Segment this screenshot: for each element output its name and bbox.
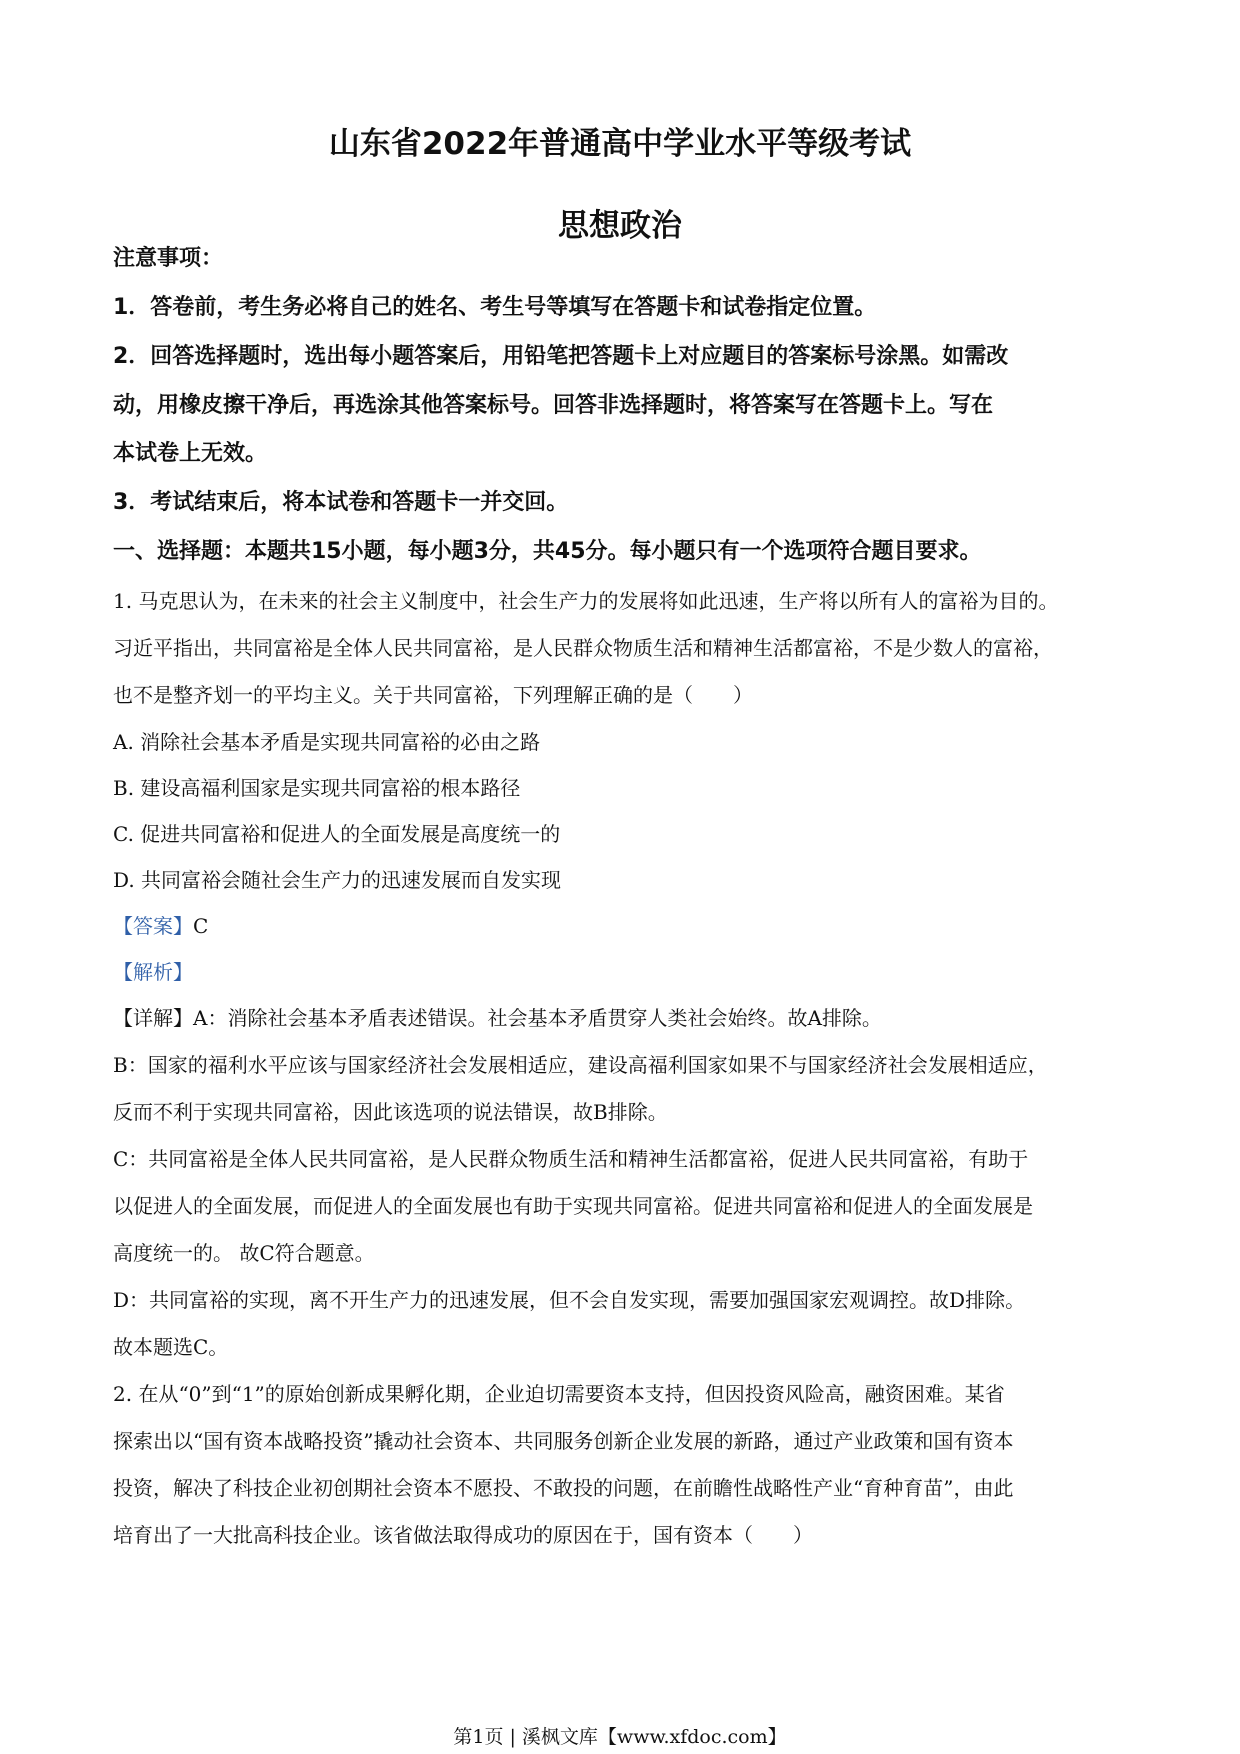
q1-detail-line: 故本题选C。 — [113, 1335, 229, 1359]
answer-label: 【答案】 — [113, 914, 193, 938]
q1-detail-line: 【详解】A：消除社会基本矛盾表述错误。社会基本矛盾贯穿人类社会始终。故A排除。 — [113, 1006, 882, 1030]
q1-stem-line: 1. 马克思认为，在未来的社会主义制度中，社会生产力的发展将如此迅速，生产将以所有人的富裕为目的。 — [113, 589, 1059, 613]
q1-answer — [113, 912, 1133, 940]
q1-detail-line: 以促进人的全面发展，而促进人的全面发展也有助于实现共同富裕。促进共同富裕和促进人的全面发展是 — [113, 1194, 1033, 1218]
exam-title: 山东省2022年普通高中学业水平等级考试 — [328, 126, 912, 162]
notice-line: 2．回答选择题时，选出每小题答案后，用铅笔把答题卡上对应题目的答案标号涂黑。如需改 — [113, 344, 1009, 369]
answer-value: C — [193, 914, 209, 938]
page-footer: 第1页 | 溪枫文库【www.xfdoc.com】 — [453, 1726, 787, 1748]
q2-stem-line: 探索出以“国有资本战略投资”撬动社会资本、共同服务创新企业发展的新路，通过产业政策和国有资本 — [113, 1429, 1014, 1453]
q1-stem-line: 习近平指出，共同富裕是全体人民共同富裕，是人民群众物质生活和精神生活都富裕，不是少数人的富裕， — [113, 636, 1053, 660]
analysis-label: 【解析】 — [113, 960, 193, 984]
q1-option-d: D. 共同富裕会随社会生产力的迅速发展而自发实现 — [113, 868, 562, 892]
q1-stem-line: 也不是整齐划一的平均主义。关于共同富裕，下列理解正确的是（ ） — [113, 683, 753, 707]
subject-title: 思想政治 — [558, 208, 682, 244]
q1-detail-line: C：共同富裕是全体人民共同富裕，是人民群众物质生活和精神生活都富裕，促进人民共同富裕，有助于 — [113, 1147, 1029, 1171]
notice-line: 1．答卷前，考生务必将自己的姓名、考生号等填写在答题卡和试卷指定位置。 — [113, 295, 877, 320]
q1-detail-line: B：国家的福利水平应该与国家经济社会发展相适应，建设高福利国家如果不与国家经济社会发展相适应， — [113, 1053, 1048, 1077]
notice-heading: 注意事项： — [113, 246, 224, 271]
q1-option-c: C. 促进共同富裕和促进人的全面发展是高度统一的 — [113, 822, 561, 846]
notice-line: 3．考试结束后，将本试卷和答题卡一并交回。 — [113, 490, 569, 515]
q2-stem-line: 培育出了一大批高科技企业。该省做法取得成功的原因在于，国有资本（ ） — [113, 1523, 813, 1547]
q1-detail-line: 高度统一的。 故C符合题意。 — [113, 1241, 375, 1265]
notice-line: 本试卷上无效。 — [113, 441, 268, 466]
q2-stem-line: 投资，解决了科技企业初创期社会资本不愿投、不敢投的问题，在前瞻性战略性产业“育种育苗”，由此 — [113, 1476, 1014, 1500]
section-heading: 一、选择题：本题共15小题，每小题3分，共45分。每小题只有一个选项符合题目要求。 — [113, 539, 982, 564]
q2-stem-line: 2. 在从“0”到“1”的原始创新成果孵化期，企业迫切需要资本支持，但因投资风险高，融资困难。某省 — [113, 1382, 1005, 1406]
q1-option-b: B. 建设高福利国家是实现共同富裕的根本路径 — [113, 776, 521, 800]
q1-option-a: A. 消除社会基本矛盾是实现共同富裕的必由之路 — [113, 730, 541, 754]
notice-line: 动，用橡皮擦干净后，再选涂其他答案标号。回答非选择题时，将答案写在答题卡上。写在 — [113, 393, 994, 418]
q1-detail-line: D：共同富裕的实现，离不开生产力的迅速发展，但不会自发实现，需要加强国家宏观调控。故D排除。 — [113, 1288, 1026, 1312]
q1-detail-line: 反而不利于实现共同富裕，因此该选项的说法错误，故B排除。 — [113, 1100, 668, 1124]
